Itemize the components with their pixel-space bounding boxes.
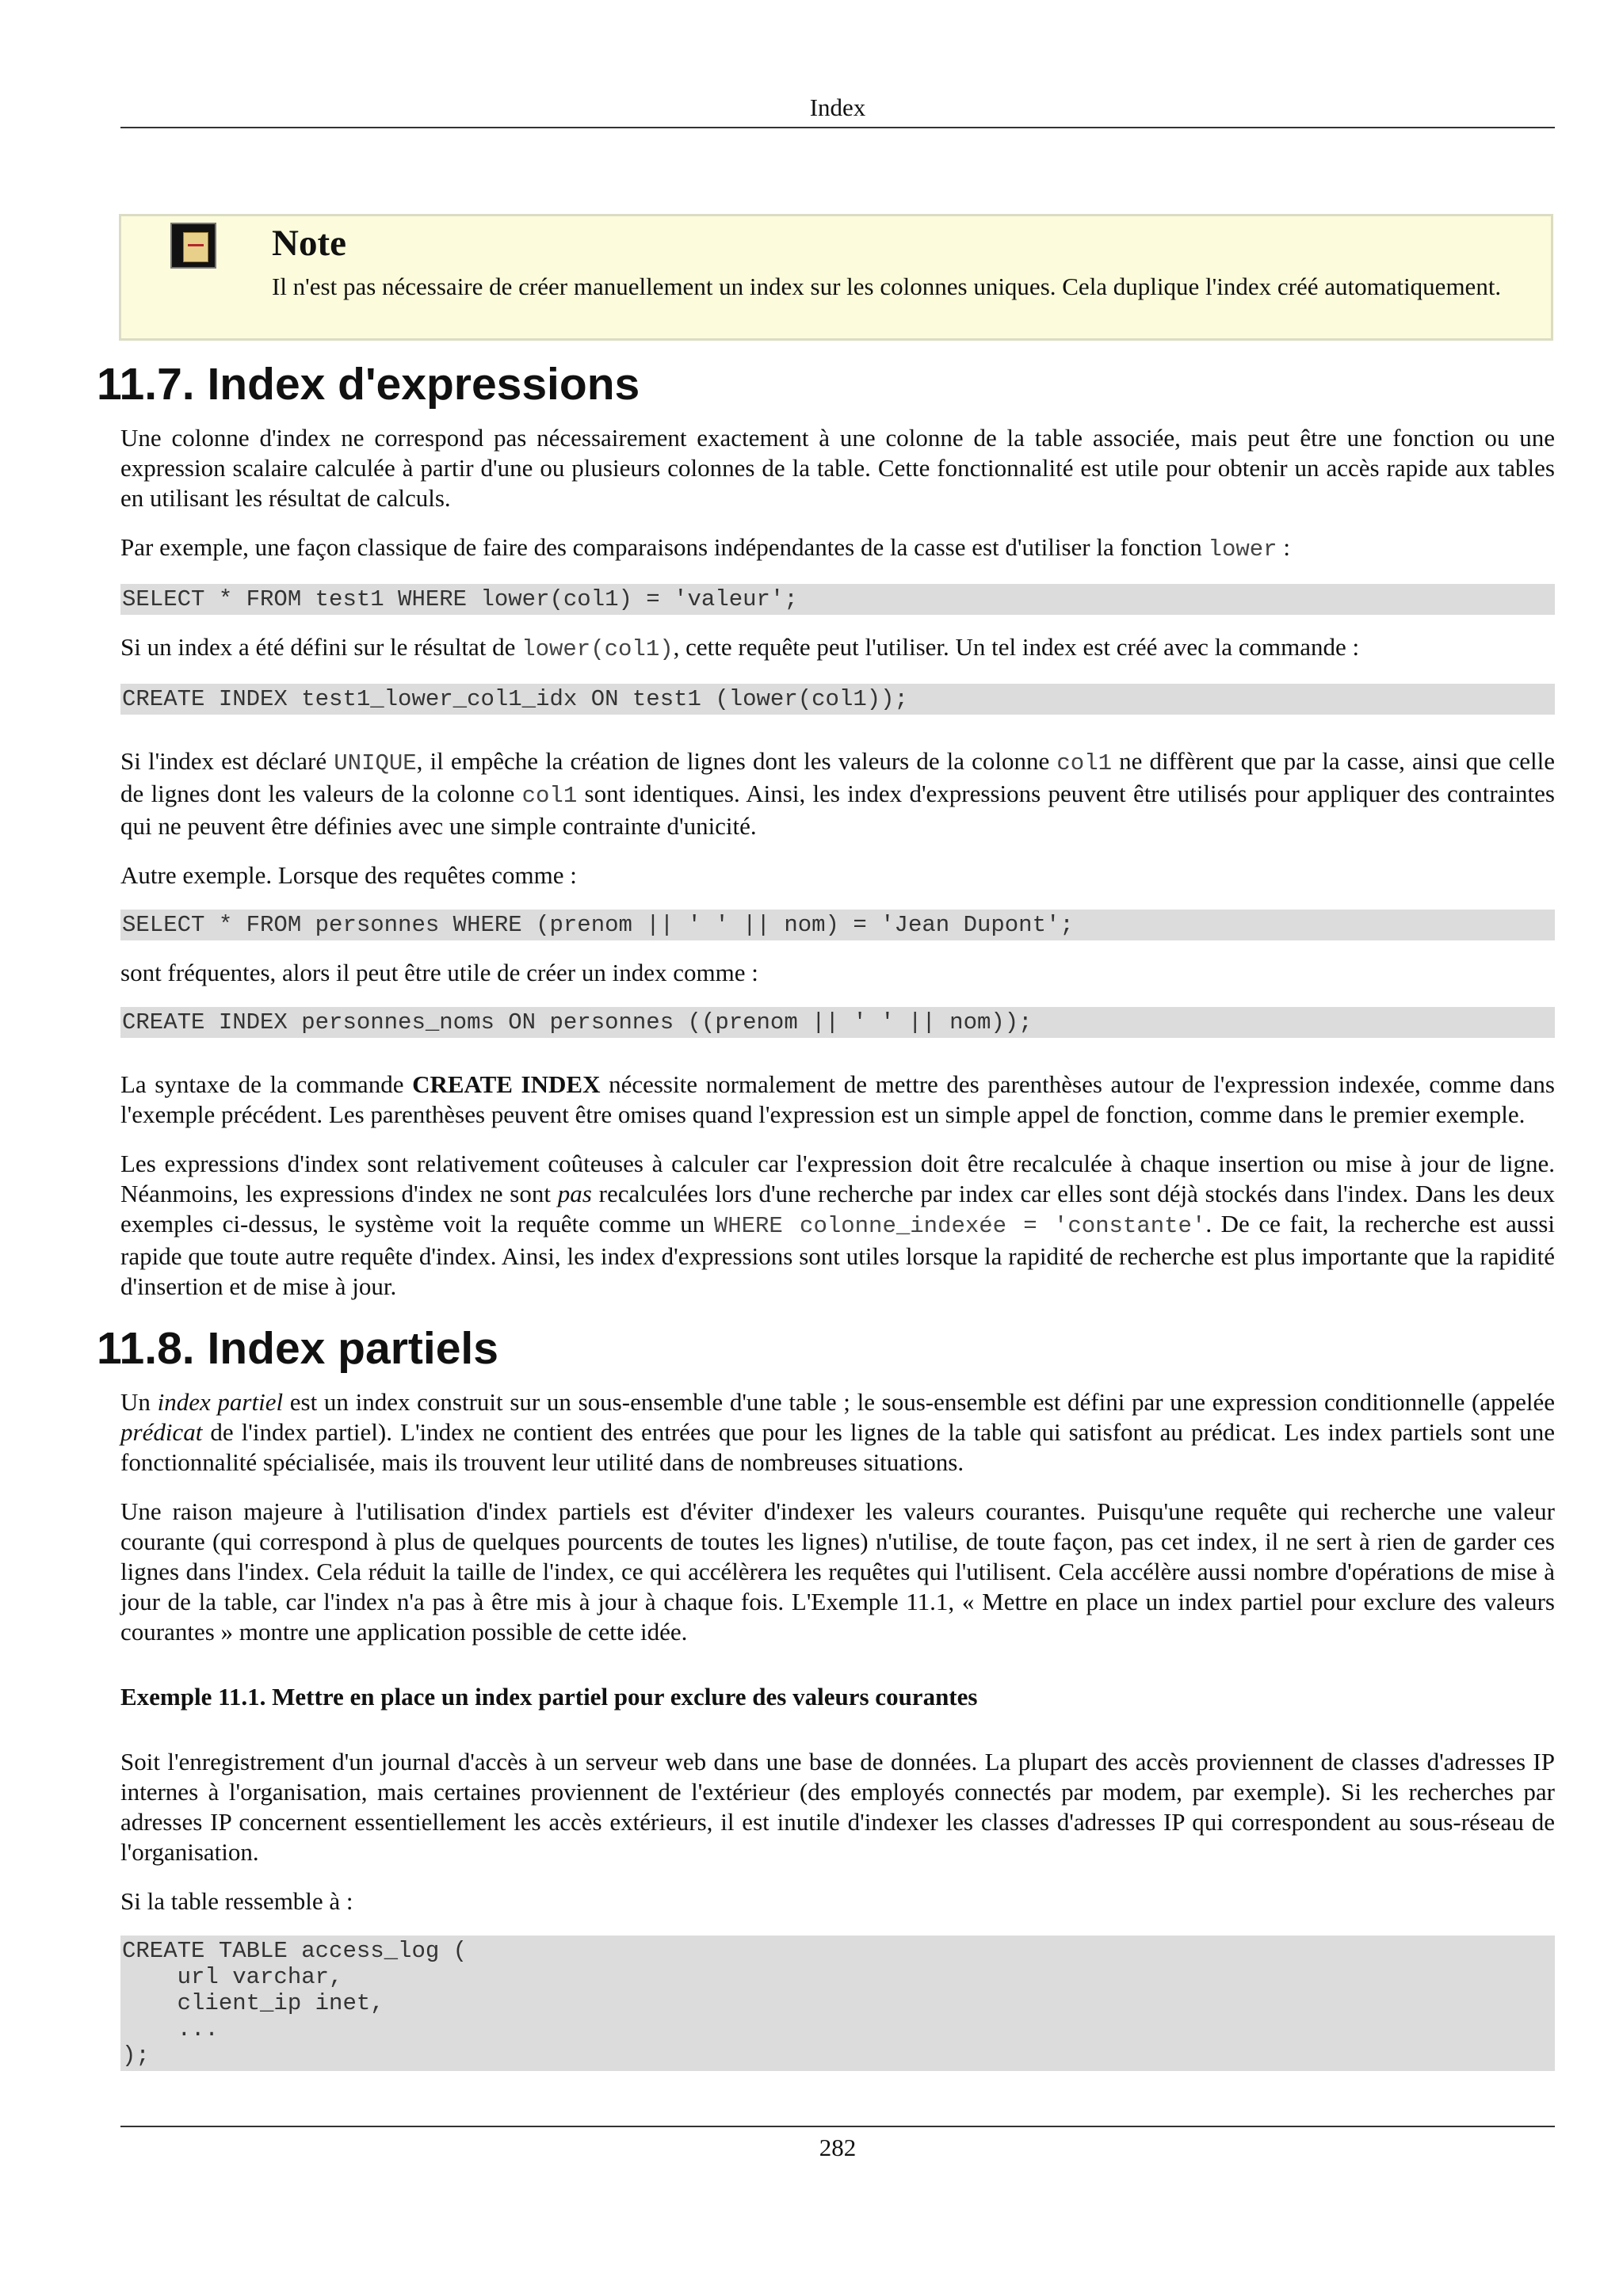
italic-term: pas bbox=[557, 1180, 592, 1207]
paragraph: Si la table ressemble à : bbox=[120, 1887, 353, 1915]
paragraph bbox=[120, 746, 1555, 841]
paragraph bbox=[120, 632, 1555, 665]
text-run: . De ce fait, la recherche est aussi rapide que toute autre requête d'index. Ainsi, les index d'expressions sont utiles lorsque la rapidité de recherche est plus importante que la rapidité d'insertion et de mise à jour. bbox=[120, 1210, 1555, 1300]
footer-rule bbox=[120, 2126, 1555, 2127]
code-block: SELECT * FROM test1 WHERE lower(col1) = 'valeur'; bbox=[120, 584, 1555, 615]
paragraph: Une raison majeure à l'utilisation d'index partiels est d'éviter d'indexer les valeurs courantes. Puisqu'une requête qui recherche une valeur courante (qui correspond à plus de quelques pourcents de toutes les lignes) n'utilise, de toute façon, pas cet index, il ne sert à rien de garder ces lignes dans l'index. Cela réduit la taille de l'index, ce qui accélèrera les requêtes qui l'utilisent. Cela accélère aussi nombre d'opérations de mise à jour de la table, car l'index n'a pas à être mis à jour à chaque fois. L'Exemple 11.1, « Mettre en place un index partiel pour exclure des valeurs courantes » montre une application possible de cette idée. bbox=[120, 1497, 1555, 1646]
text-run: , il empêche la création de lignes dont les valeurs de la colonne bbox=[416, 747, 1057, 775]
text-run: recalculées lors d'une recherche par index car elles sont déjà stockés dans l'index. Dans les deux exemples ci-dessus, le système voit la requête comme un bbox=[120, 1180, 1555, 1238]
bold-term: CREATE INDEX bbox=[412, 1070, 601, 1098]
note-box bbox=[119, 214, 1553, 341]
code-block: CREATE INDEX personnes_noms ON personnes ((prenom || ' ' || nom)); bbox=[120, 1007, 1555, 1038]
text-run: nécessite normalement de mettre des parenthèses autour de l'expression indexée, comme dans l'exemple précédent. Les parenthèses peuvent être omises quand l'expression est un simple appel de fonction, comme dans le premier exemple. bbox=[120, 1070, 1555, 1128]
text-run: , cette requête peut l'utiliser. Un tel index est créé avec la commande : bbox=[673, 633, 1360, 661]
inline-code: col1 bbox=[1056, 750, 1113, 776]
running-header: Index bbox=[809, 93, 866, 121]
italic-term: prédicat bbox=[120, 1418, 203, 1446]
header-rule bbox=[120, 127, 1555, 128]
text-run: Un bbox=[120, 1388, 158, 1416]
paragraph: Autre exemple. Lorsque des requêtes comme : bbox=[120, 861, 577, 889]
code-block: CREATE INDEX test1_lower_col1_idx ON test1 (lower(col1)); bbox=[120, 684, 1555, 715]
inline-code: lower bbox=[1208, 536, 1277, 563]
text-run: La syntaxe de la commande bbox=[120, 1070, 413, 1098]
inline-code: UNIQUE bbox=[334, 750, 417, 776]
text-run: de l'index partiel). L'index ne contient des entrées que pour les lignes de la table qui satisfont au prédicat. Les index partiels sont une fonctionnalité spécialisée, mais ils trouvent leur utilité dans de nombreuses situations. bbox=[120, 1418, 1555, 1476]
section-title-11-8: 11.8. Index partiels bbox=[97, 1323, 498, 1374]
italic-term: index partiel bbox=[157, 1388, 284, 1416]
note-title: Note bbox=[272, 223, 346, 264]
text-run: Les expressions d'index sont relativement coûteuses à calculer car l'expression doit être recalculée à chaque insertion ou mise à jour de ligne. Néanmoins, les expressions d'index ne sont bbox=[120, 1150, 1555, 1207]
text-run: Par exemple, une façon classique de faire des comparaisons indépendantes de la casse est d'utiliser la fonction bbox=[120, 533, 1209, 561]
page-number: 282 bbox=[819, 2134, 857, 2161]
text-run: est un index construit sur un sous-ensemble d'une table ; le sous-ensemble est défini par une expression conditionnelle (appelée bbox=[283, 1388, 1556, 1416]
inline-code: WHERE colonne_indexée = 'constante' bbox=[713, 1213, 1206, 1239]
paragraph bbox=[120, 532, 1555, 565]
paragraph bbox=[120, 1387, 1555, 1478]
paragraph bbox=[120, 1070, 1555, 1130]
text-run: Si l'index est déclaré bbox=[120, 747, 334, 775]
code-block: CREATE TABLE access_log ( url varchar, client_ip inet, ... ); bbox=[120, 1936, 1555, 2071]
text-run: Si un index a été défini sur le résultat de bbox=[120, 633, 522, 661]
example-title: Exemple 11.1. Mettre en place un index partiel pour exclure des valeurs courantes bbox=[120, 1683, 978, 1711]
text-run: ne diffèrent que par la casse, ainsi que celle de lignes dont les valeurs de la colonne bbox=[120, 747, 1555, 807]
note-icon bbox=[170, 223, 216, 269]
paragraph bbox=[120, 1149, 1555, 1302]
section-title-11-7: 11.7. Index d'expressions bbox=[97, 359, 640, 410]
inline-code: col1 bbox=[521, 783, 578, 809]
paragraph: Soit l'enregistrement d'un journal d'accès à un serveur web dans une base de données. La plupart des accès proviennent de classes d'adresses IP internes à l'organisation, mais certaines proviennent de l'extérieur (des employés connectés par modem, par exemple). Si les recherches par adresses IP concernent essentiellement les accès extérieurs, il est inutile d'indexer les classes d'adresses IP qui correspondent au sous-réseau de l'organisation. bbox=[120, 1748, 1555, 1866]
inline-code: lower(col1) bbox=[521, 636, 674, 662]
text-run: : bbox=[1277, 533, 1290, 561]
text-run: sont identiques. Ainsi, les index d'expressions peuvent être utilisés pour appliquer des contraintes qui ne peuvent être définies avec une simple contrainte d'unicité. bbox=[120, 780, 1555, 840]
paragraph: sont fréquentes, alors il peut être utile de créer un index comme : bbox=[120, 959, 758, 986]
note-body: Il n'est pas nécessaire de créer manuellement un index sur les colonnes uniques. Cela duplique l'index créé automatiquement. bbox=[272, 273, 1502, 300]
code-block: SELECT * FROM personnes WHERE (prenom || ' ' || nom) = 'Jean Dupont'; bbox=[120, 910, 1555, 940]
paragraph: Une colonne d'index ne correspond pas nécessairement exactement à une colonne de la table associée, mais peut être une fonction ou une expression scalaire calculée à partir d'une ou plusieurs colonnes de la table. Cette fonctionnalité est utile pour obtenir un accès rapide aux tables en utilisant les résultat de calculs. bbox=[120, 424, 1555, 512]
page-content bbox=[97, 214, 1556, 2088]
